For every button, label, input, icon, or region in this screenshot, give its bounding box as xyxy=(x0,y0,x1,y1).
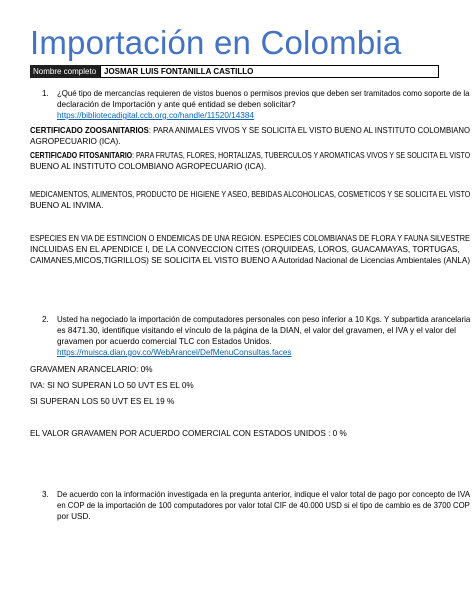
question-1-number: 1. xyxy=(42,89,49,98)
answer-fito-label: CERTIFICADO FITOSANITARIO xyxy=(30,151,133,160)
answer-zoo-line-1 xyxy=(30,125,470,136)
question-1-link[interactable]: https://bibliotecadigital.ccb.org.co/handle/11520/14384 xyxy=(57,111,254,120)
question-1-line-1: ¿Qué tipo de mercancías requieren de vistos buenos o permisos previos que deben ser tramitados como soporte de la xyxy=(57,89,470,98)
question-2-line-1: Usted ha negociado la importación de computadores personales con peso inferior a 10 Kgs. Y subpartida arancelaria xyxy=(57,315,471,324)
answer-iva-line-1: IVA: SI NO SUPERAN LO 50 UVT ES EL 0% xyxy=(30,381,194,390)
question-3-number: 3. xyxy=(42,490,49,499)
answer-anla-line-2: INCLUIDAS EN EL APENDICE I, DE LA CONVECCION CITES (ORQUIDEAS, LOROS, GUACAMAYAS, TORTUGAS, xyxy=(30,245,460,254)
question-1-line-2: declaración de Importación y ante qué entidad se deben solicitar? xyxy=(57,100,296,109)
question-2-link[interactable]: https://muisca.dian.gov.co/WebArancel/DefMenuConsultas.faces xyxy=(57,348,292,357)
answer-tlc: EL VALOR GRAVAMEN POR ACUERDO COMERCIAL CON ESTADOS UNIDOS : 0 % xyxy=(30,429,347,438)
question-3-line-1: De acuerdo con la información investigada en la pregunta anterior, indique el valor total de pago por concepto de IVA xyxy=(57,490,471,499)
answer-anla-line-3: CAIMANES,MICOS,TIGRILLOS) SE SOLICITA EL VISTO BUENO A Autoridad Nacional de Licencias Ambientales (ANLA) xyxy=(30,256,471,265)
name-row xyxy=(30,65,439,78)
question-3-line-3: por USD. xyxy=(57,512,91,521)
answer-gravamen: GRAVAMEN ARANCELARIO: 0% xyxy=(30,365,153,374)
answer-zoo-line-2: AGROPECUARIO (ICA). xyxy=(30,137,121,146)
answer-fito-line-1 xyxy=(30,150,470,161)
question-2-line-2: es 8471.30, identifique visitando el vínculo de la página de la DIAN, el valor del gravamen, el IVA y el valor del xyxy=(57,326,456,335)
question-2-number: 2. xyxy=(42,315,49,324)
answer-iva-line-2: SI SUPERAN LOS 50 UVT ES EL 19 % xyxy=(30,397,175,406)
name-label: Nombre completo xyxy=(30,65,100,78)
page-title: Importación en Colombia xyxy=(30,24,402,61)
question-2-line-3: gravamen por acuerdo comercial TLC con Estados Unidos. xyxy=(57,337,272,346)
answer-invima-line-2: BUENO AL INVIMA. xyxy=(30,201,104,210)
answer-anla-line-1: ESPECIES EN VIA DE ESTINCION O ENDEMICAS DE UNA REGION. ESPECIES COLOMBIANAS DE FLORA Y FAUNA SILVESTRE xyxy=(30,234,470,243)
answer-fito-line-2: BUENO AL INSTITUTO COLOMBIANO AGROPECUARIO (ICA). xyxy=(30,162,267,171)
answer-invima-line-1: MEDICAMENTOS, ALIMENTOS, PRODUCTO DE HIGIENE Y ASEO, BEBIDAS ALCOHOLICAS, COSMETICOS Y SE SOLICITA EL VISTO xyxy=(30,190,471,199)
question-3-line-2: en COP de la importación de 100 computadores por valor total CIF de 40.000 USD si el tipo de cambio es de 3700 COP xyxy=(57,501,470,510)
answer-fito-text: : PARA FRUTAS, FLORES, HORTALIZAS, TUBERCULOS Y AROMATICAS VIVOS Y SE SOLICITA EL VISTO xyxy=(132,151,471,160)
name-value: JOSMAR LUIS FONTANILLA CASTILLO xyxy=(100,65,439,78)
answer-zoo-label: CERTIFICADO ZOOSANITARIOS xyxy=(30,126,149,135)
answer-zoo-text: : PARA ANIMALES VIVOS Y SE SOLICITA EL VISTO BUENO AL INSTITUTO COLOMBIANO xyxy=(148,126,471,135)
